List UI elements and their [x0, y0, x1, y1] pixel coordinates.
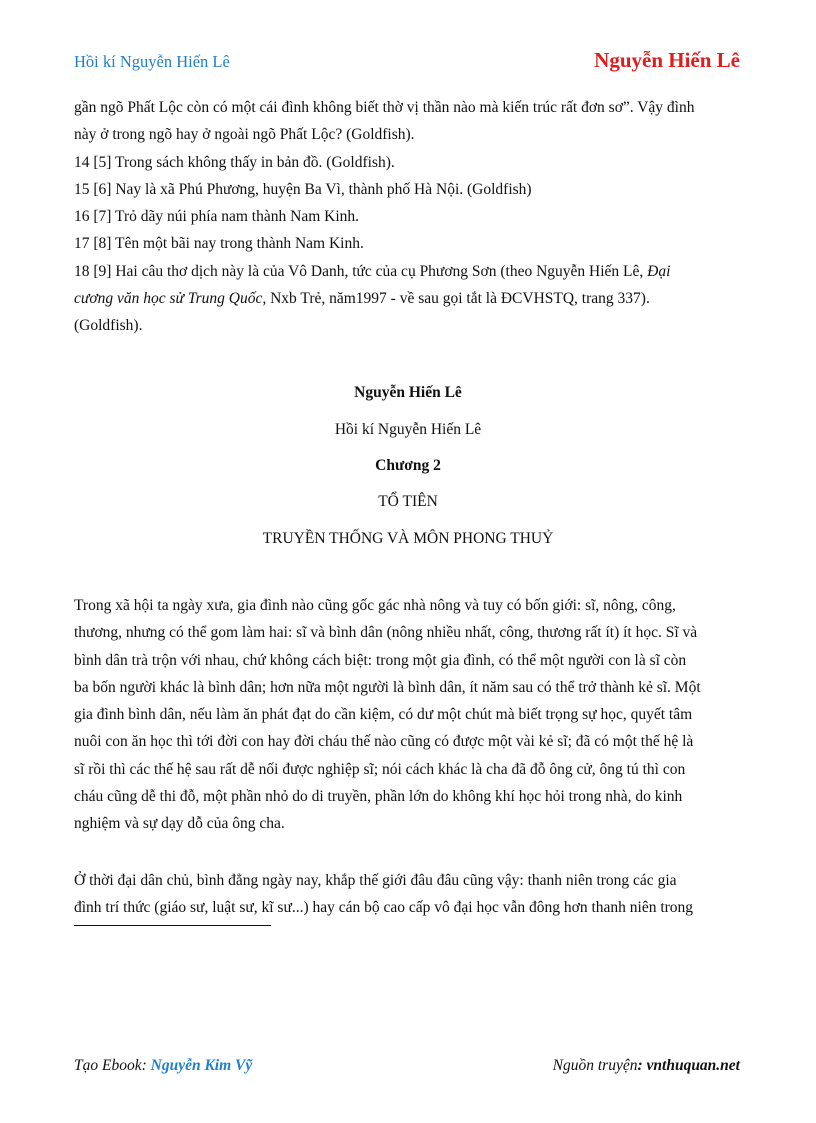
- footer-source-label: Nguồn truyện: [552, 1057, 638, 1074]
- paragraph-line: ba bốn người khác là bình dân; hơn nữa một người là bình dân, ít năm sau có thể trở thành kẻ sĩ. Một: [74, 678, 701, 696]
- chapter-author: Nguyễn Hiến Lê: [354, 384, 462, 401]
- note-17: 17 [8] Tên một bãi nay trong thành Nam Kinh.: [74, 235, 364, 253]
- paragraph-line: sĩ rồi thì các thế hệ sau rất dễ nối được nghiệp sĩ; nói cách khác là cha đã đỗ ông cử, ông tú thì con: [74, 760, 686, 778]
- footer-source-credit: [553, 1057, 740, 1075]
- note-18-line-2: [74, 285, 742, 312]
- footer-source-site: vnthuquan.net: [646, 1057, 740, 1074]
- note-continuation-line: gần ngõ Phất Lộc còn có một cái đình không biết thờ vị thần nào mà kiến trúc rất đơn sơ”. Vậy đình: [74, 99, 695, 116]
- paragraph-line: bình dân trà trộn với nhau, chứ không cách biệt: trong một gia đình, có thể một người con là sĩ còn: [74, 651, 687, 669]
- note-18-text: 18 [9] Hai câu thơ dịch này là của Vô Danh, tức của cụ Phương Sơn (theo Nguyễn Hiến Lê,: [74, 262, 644, 280]
- header-author: Nguyễn Hiến Lê: [594, 48, 740, 72]
- note-18-text-cont: Nxb Trẻ, năm1997 - về sau gọi tắt là ĐCVHSTQ, trang 337).: [266, 290, 650, 308]
- footer-ebook-credit: [74, 1057, 252, 1075]
- note-14: 14 [5] Trong sách không thấy in bản đồ. (Goldfish).: [74, 153, 395, 171]
- footer-ebook-separator: :: [141, 1057, 151, 1074]
- paragraph-line: nghiệm và sự dạy dỗ của ông cha.: [74, 815, 285, 833]
- footer-ebook-name: Nguyễn Kim Vỹ: [150, 1057, 253, 1074]
- note-18-line-1: [74, 258, 742, 285]
- body-paragraph-1: [74, 592, 742, 838]
- chapter-title-1: TỔ TIÊN: [378, 493, 438, 510]
- note-continuation-line: này ở trong ngõ hay ở ngoài ngõ Phất Lộc? (Goldfish).: [74, 126, 415, 144]
- note-18-book-title-cont: cương văn học sử Trung Quốc,: [74, 290, 267, 308]
- paragraph-line: Ở thời đại dân chủ, bình đẳng ngày nay, khắp thế giới đâu đâu cũng vậy: thanh niên trong các gia: [74, 872, 677, 889]
- paragraph-line: cháu cũng dễ thi đỗ, một phần nhỏ do di truyền, phần lớn do không khí học hỏi trong nhà, do kinh: [74, 788, 683, 806]
- endnotes: [74, 94, 742, 340]
- note-18-line-3: (Goldfish).: [74, 317, 143, 335]
- note-16: 16 [7] Trỏ dãy núi phía nam thành Nam Kinh.: [74, 208, 360, 226]
- header-book-title: Hồi kí Nguyễn Hiến Lê: [74, 52, 230, 71]
- chapter-number: Chương 2: [375, 457, 441, 474]
- footnote-separator: [74, 925, 271, 926]
- note-18-book-title: Đại: [647, 262, 671, 280]
- body-paragraph-2: [74, 867, 742, 922]
- paragraph-line: thương, nhưng có thể gom làm hai: sĩ và bình dân (nông nhiều nhất, công, thương rất ít) ít học. Sĩ và: [74, 624, 698, 642]
- chapter-title-2: TRUYỀN THỐNG VÀ MÔN PHONG THUỶ: [262, 530, 554, 547]
- chapter-book-title: Hồi kí Nguyễn Hiến Lê: [334, 421, 482, 438]
- note-15: 15 [6] Nay là xã Phú Phương, huyện Ba Vì, thành phố Hà Nội. (Goldfish): [74, 180, 532, 198]
- paragraph-line: gia đình bình dân, nếu làm ăn phát đạt do cần kiệm, có dư một chút mà biết trọng sự học, quyết tâm: [74, 706, 693, 724]
- paragraph-line: đình trí thức (giáo sư, luật sư, kĩ sư...) hay cán bộ cao cấp vô đại học vẫn đông hơn thanh niên trong: [74, 899, 694, 917]
- paragraph-line: nuôi con ăn học thì tới đời con hay đời cháu thế nào cũng có được một vài kẻ sĩ; đã có một thế hệ là: [74, 733, 694, 751]
- footer-ebook-label: Tạo Ebook: [74, 1057, 142, 1074]
- footer-source-separator: :: [637, 1057, 647, 1074]
- paragraph-line: Trong xã hội ta ngày xưa, gia đình nào cũng gốc gác nhà nông và tuy có bốn giới: sĩ, nông, công,: [74, 597, 676, 614]
